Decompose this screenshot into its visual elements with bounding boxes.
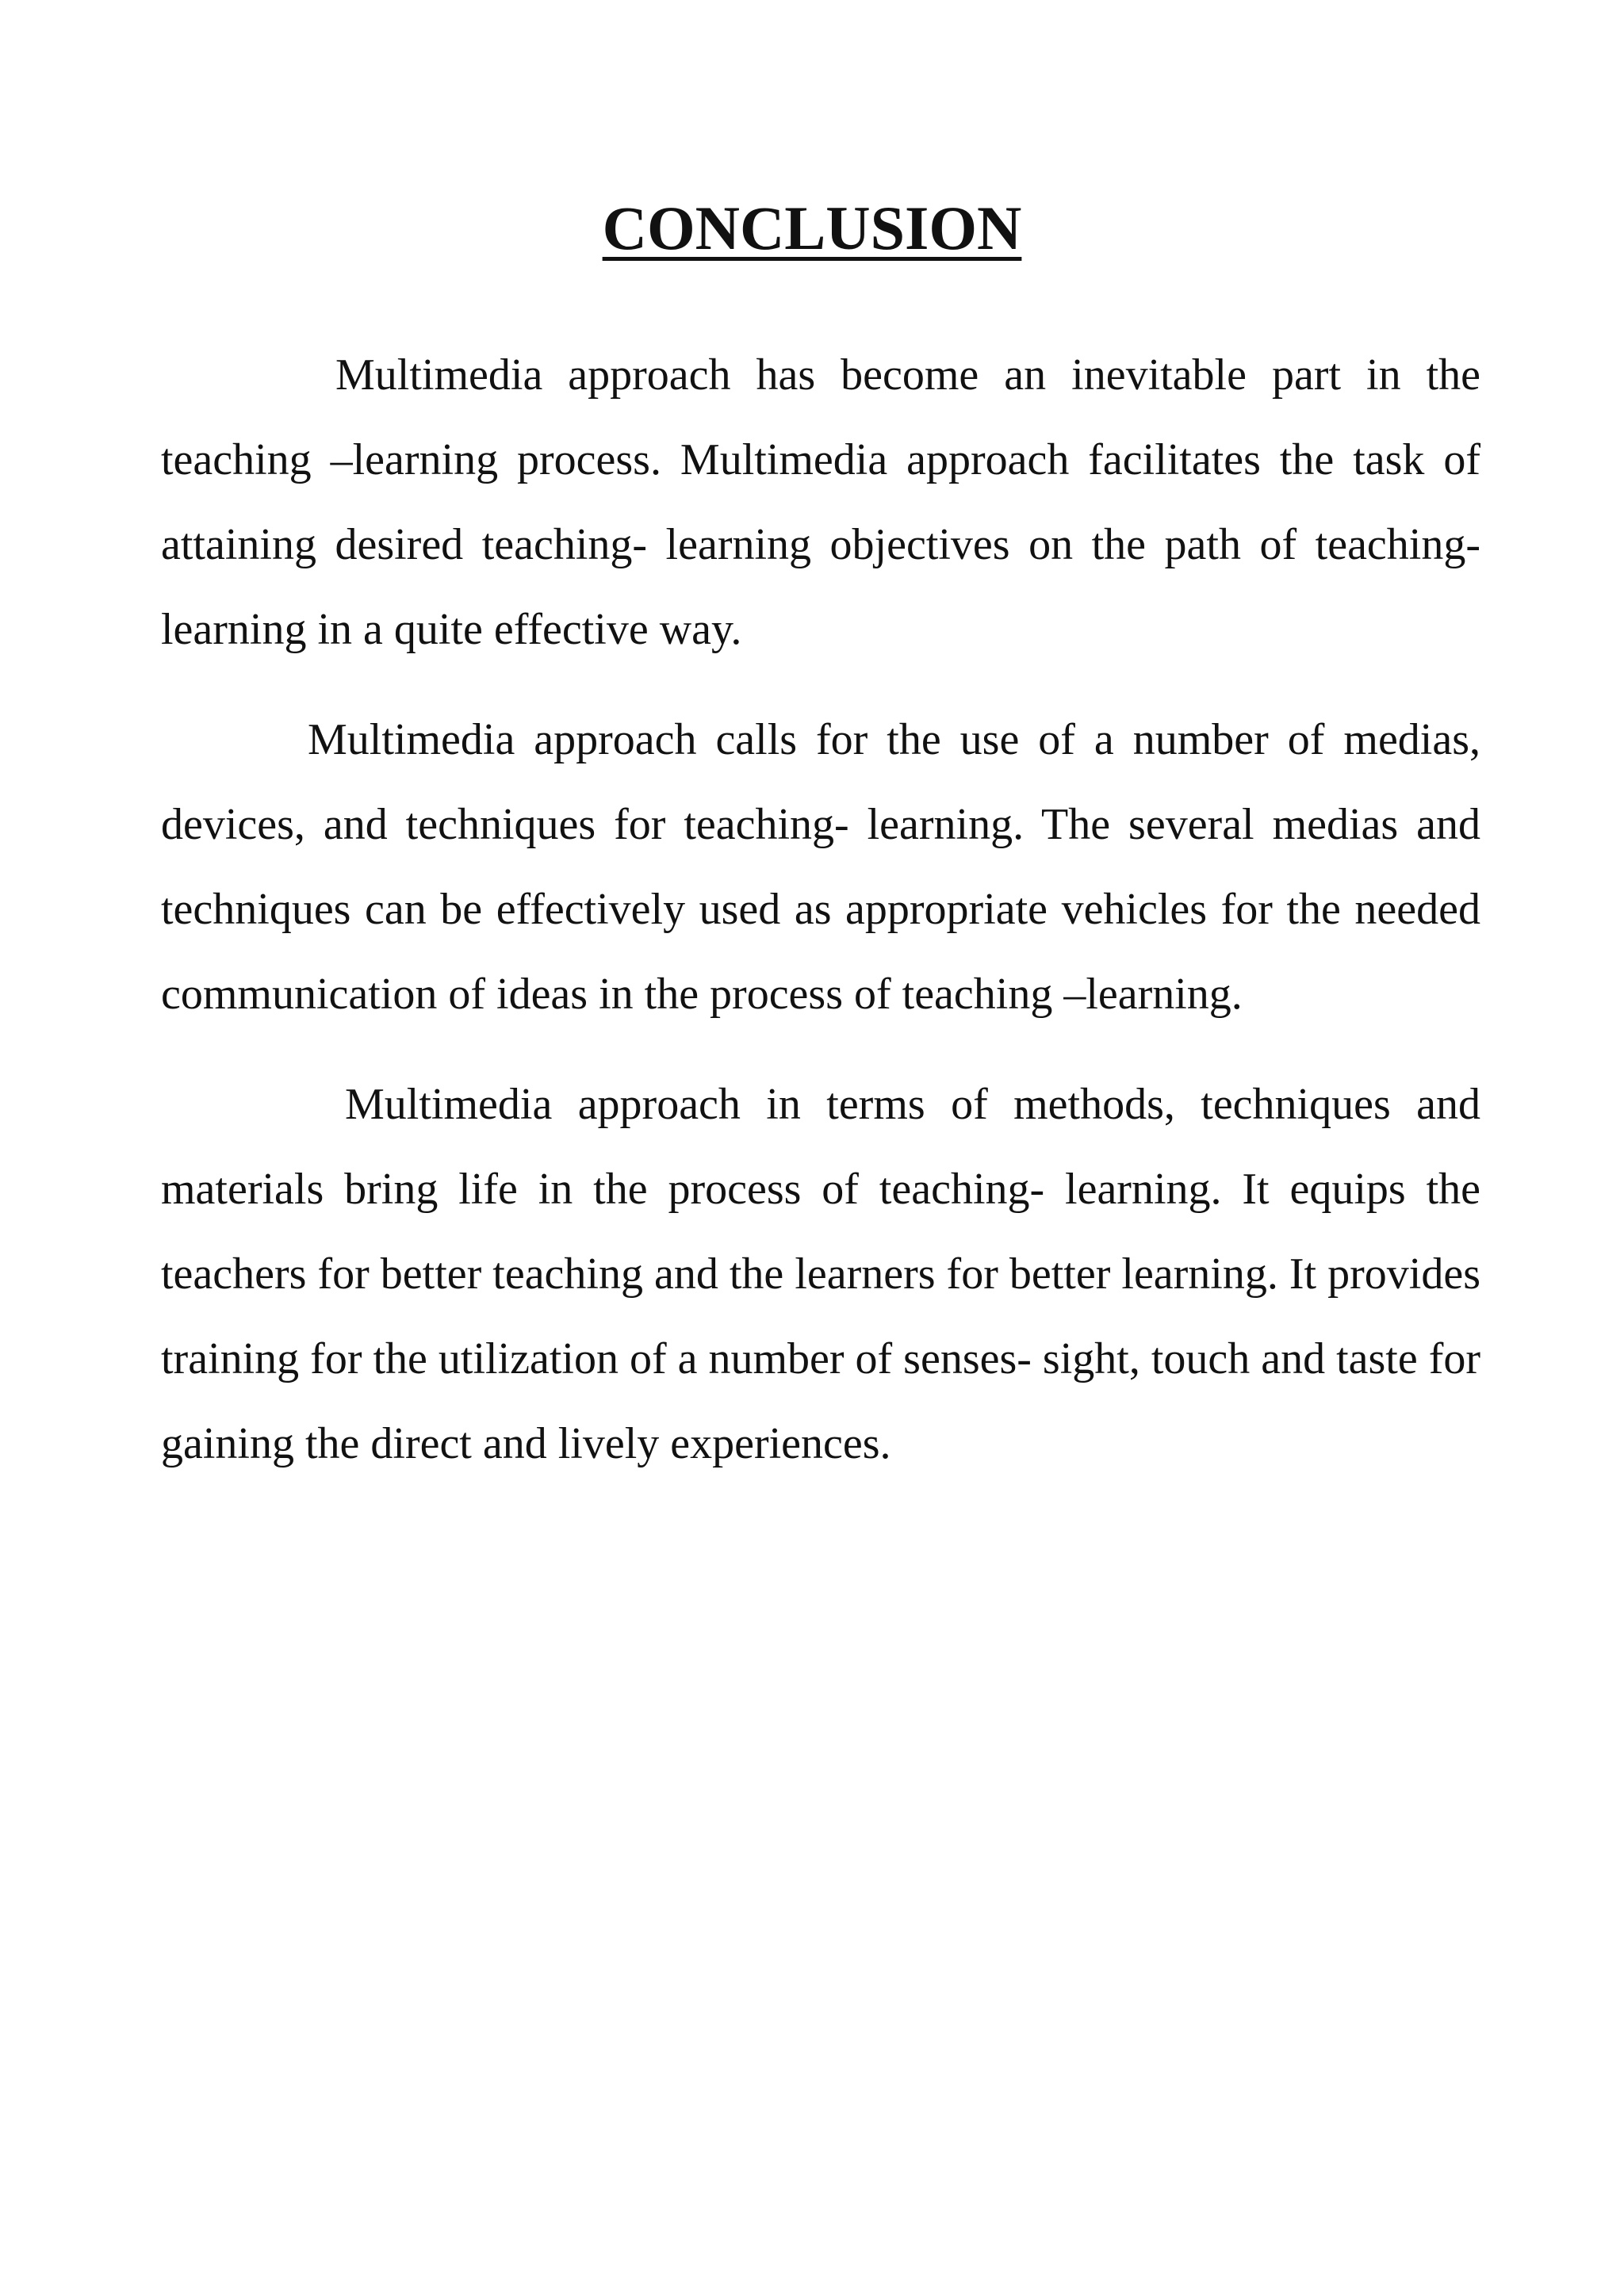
- paragraph-3: Multimedia approach in terms of methods, techniques and materials bring life in the process of teaching- learning. It equips the teachers for better teaching and the learners for better learning. It provides training for the utilization of a number of senses- sight, touch and taste for gaining the direct and lively experiences.: [161, 1080, 1481, 1468]
- paragraph-1: Multimedia approach has become an inevitable part in the teaching –learning process. Multimedia approach facilitates the task of attaining desired teaching- learning objectives on the path of teaching- learning in a quite effective way.: [161, 350, 1480, 654]
- page-title: CONCLUSION: [602, 193, 1022, 262]
- document-body: [161, 333, 1480, 1512]
- paragraph-2: Multimedia approach calls for the use of a number of medias, devices, and techniques for teaching- learning. The several medias and techniques can be effectively used as appropriate vehicles for the needed communication of ideas in the process of teaching –learning.: [161, 715, 1480, 1019]
